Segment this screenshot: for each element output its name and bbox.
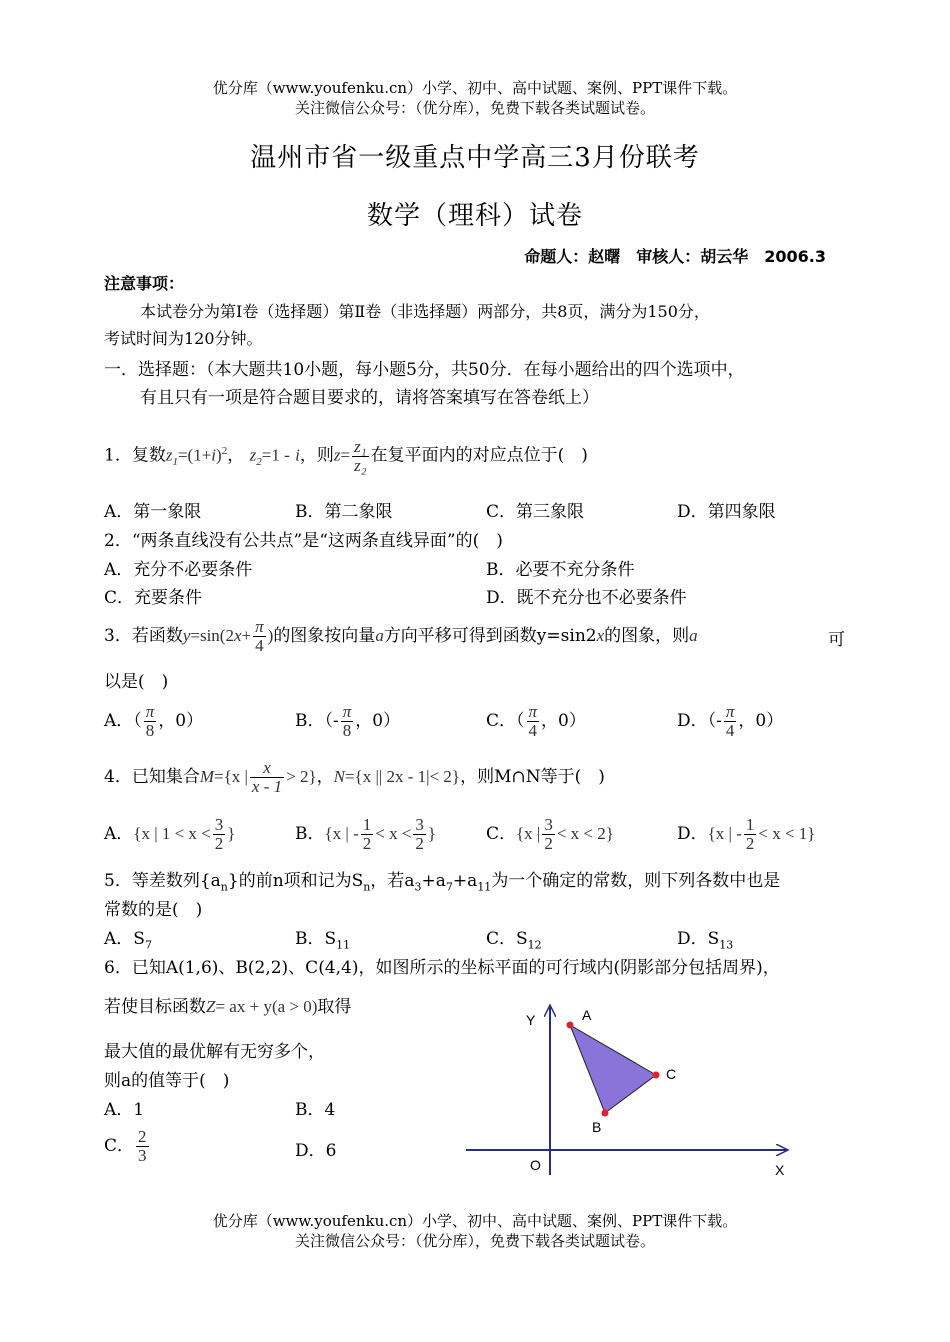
question-3-option-c: C．（ $\frac{\pi}{4}$ ，0） xyxy=(486,702,586,740)
question-3-option-a: A．（ $\frac{\pi}{8}$ ，0） xyxy=(104,702,204,740)
question-6-stem-line-4: 则a的值等于( ) xyxy=(104,1071,230,1091)
fraction-pi-over-4: $\frac{\pi}{4}$ xyxy=(725,702,735,740)
fraction-pi-over-8: $\frac{\pi}{8}$ xyxy=(342,702,352,740)
y-axis-label: Y xyxy=(526,1012,536,1028)
question-3-stem: 3．若函数y=sin(2x+ $\frac{\pi}{4}$ )的图象按向量a方向平移可得到函数y=sin2x的图象，则a xyxy=(104,617,698,655)
feasible-region-figure xyxy=(460,995,800,1185)
header-line-1: 优分库（www.youfenku.cn）小学、初中、高中试题、案例、PPT课件下载。 xyxy=(212,79,738,97)
point-a-label: A xyxy=(582,1007,592,1023)
section-1-line-2: 有且只有一项是符合题目要求的，请将答案填写在答卷纸上） xyxy=(140,388,599,408)
notice-line-1: 本试卷分为第Ⅰ卷（选择题）第Ⅱ卷（非选择题）两部分，共8页，满分为150分， xyxy=(140,302,710,321)
question-1-option-b: B．第二象限 xyxy=(295,502,393,522)
question-5-option-b: B．$S_{11}$ xyxy=(295,929,351,952)
question-3-option-b: B．（- $\frac{\pi}{8}$ ，0） xyxy=(295,702,401,740)
point-b-label: B xyxy=(592,1119,602,1135)
exam-authors: 命题人：赵曙 审核人：胡云华 2006.3 xyxy=(524,247,826,266)
question-5-option-c: C．$S_{12}$ xyxy=(486,929,542,952)
question-2-stem: 2．“两条直线没有公共点”是“这两条直线异面”的( ) xyxy=(104,531,503,551)
question-1-stem: 1．复数$z_1=(1+i)^2$， $z_2=1 - i$，则z= $\frac{\text{z₁}}{\text{z₂}}$ 在复平面内的对应点位于( ) xyxy=(104,436,588,475)
fraction-1-over-2: $\frac{1}{2}$ xyxy=(362,815,372,853)
question-4-option-b: B．{x | - $\frac{1}{2}$ < x < $\frac{3}{2}$ } xyxy=(295,815,437,853)
point-b xyxy=(602,1110,609,1117)
question-4-option-d: D．{x | - $\frac{1}{2}$ < x < 1} xyxy=(677,815,816,853)
fraction-3-over-2: $\frac{3}{2}$ xyxy=(214,815,224,853)
exam-subtitle: 数学（理科）试卷 xyxy=(366,201,583,231)
question-6-stem-line-2: 若使目标函数Z= ax + y(a > 0)取得 xyxy=(104,997,352,1017)
section-1-line-1: 一．选择题：（本大题共10小题，每小题5分，共50分．在每小题给出的四个选项中， xyxy=(104,360,745,380)
point-a xyxy=(567,1022,574,1029)
notice-heading: 注意事项： xyxy=(104,274,185,293)
question-2-option-a: A．充分不必要条件 xyxy=(104,560,253,580)
question-2-option-d: D．既不充分也不必要条件 xyxy=(486,588,687,608)
question-5-stem-line-1: 5．等差数列$\{a_n\}$的前n项和记为$S_n$，若$a_3+a_7+a_{11}$为一个确定的常数，则下列各数中也是 xyxy=(104,871,781,894)
question-2-option-b: B．必要不充分条件 xyxy=(486,560,635,580)
header-line-2: 关注微信公众号：（优分库），免费下载各类试题试卷。 xyxy=(294,99,655,117)
question-5-stem-line-2: 常数的是( ) xyxy=(104,900,203,920)
question-6-stem-line-3: 最大值的最优解有无穷多个， xyxy=(104,1042,325,1062)
question-6-stem-line-1: 6．已知A(1,6)、B(2,2)、C(4,4)，如图所示的坐标平面的可行域内(阴影部分包括周界)， xyxy=(104,958,780,978)
fraction-pi-over-8: $\frac{\pi}{8}$ xyxy=(145,702,155,740)
question-3-stem-line-2: 以是( ) xyxy=(104,672,169,692)
question-3-option-d: D．（- $\frac{\pi}{4}$ ，0） xyxy=(677,702,784,740)
question-4-option-c: C．{x | $\frac{3}{2}$ < x < 2} xyxy=(486,815,614,853)
question-6-option-b: B．4 xyxy=(295,1100,336,1120)
fraction-x-over-x-minus-1: $\frac{x}{x - 1}$ xyxy=(251,758,283,796)
question-5-option-d: D．$S_{13}$ xyxy=(677,929,734,952)
question-5-option-a: A．$S_7$ xyxy=(104,929,152,952)
point-c xyxy=(653,1072,660,1079)
feasible-region-triangle xyxy=(570,1025,656,1113)
fraction-3-over-2: $\frac{3}{2}$ xyxy=(415,815,424,853)
fraction-3-over-2: $\frac{3}{2}$ xyxy=(544,815,553,853)
exam-title: 温州市省一级重点中学高三3月份联考 xyxy=(250,143,700,173)
footer-line-1: 优分库（www.youfenku.cn）小学、初中、高中试题、案例、PPT课件下载。 xyxy=(212,1212,738,1230)
question-4-stem: 4．已知集合M={x | $\frac{x}{x - 1}$ > 2}，N={x || 2x - 1|< 2}，则M∩N等于( ) xyxy=(104,758,605,796)
question-6-option-d: D．6 xyxy=(295,1141,337,1161)
question-3-stem-end: 可 xyxy=(828,630,845,650)
origin-label: O xyxy=(530,1157,541,1173)
x-axis-label: X xyxy=(775,1162,785,1178)
point-c-label: C xyxy=(666,1066,677,1082)
fraction-z1-over-z2: $\frac{\text{z₁}}{\text{z₂}}$ xyxy=(354,436,367,475)
fraction-1-over-2: $\frac{1}{2}$ xyxy=(745,815,755,853)
question-4-option-a: A．{x | 1 < x < $\frac{3}{2}$ } xyxy=(104,815,236,853)
question-1-option-d: D．第四象限 xyxy=(677,502,776,522)
question-1-option-c: C．第三象限 xyxy=(486,502,585,522)
fraction-2-over-3: $\frac{2}{3}$ xyxy=(138,1127,147,1165)
question-2-option-c: C．充要条件 xyxy=(104,588,203,608)
notice-line-2: 考试时间为120分钟。 xyxy=(104,329,263,348)
question-1-option-a: A．第一象限 xyxy=(104,502,202,522)
fraction-pi-over-4: $\frac{\pi}{4}$ xyxy=(528,702,538,740)
footer-line-2: 关注微信公众号：（优分库），免费下载各类试题试卷。 xyxy=(294,1232,655,1250)
question-6-option-c: C． $\frac{2}{3}$ xyxy=(104,1127,147,1165)
fraction-pi-over-4: $\frac{\pi}{4}$ xyxy=(255,617,264,655)
question-6-option-a: A．1 xyxy=(104,1100,145,1120)
